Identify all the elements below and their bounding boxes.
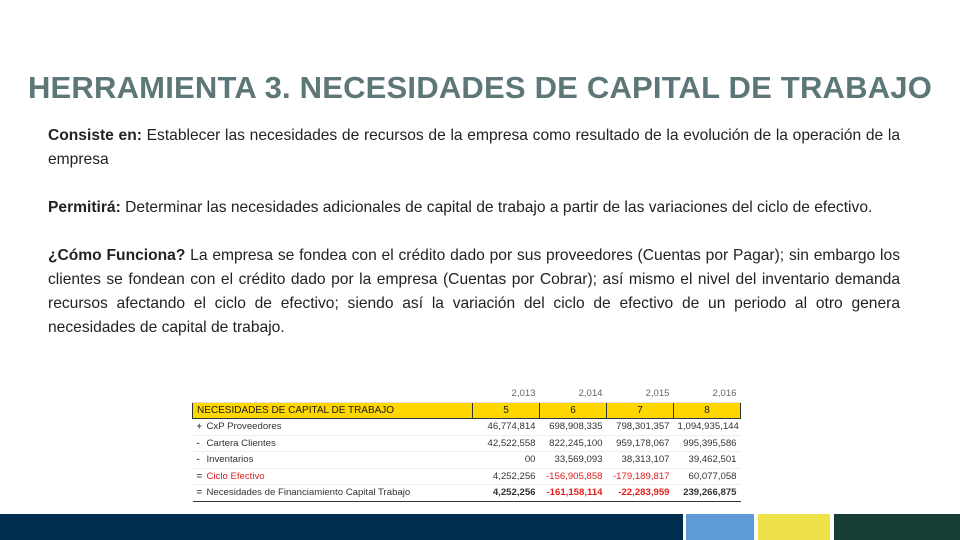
table-year: 2,016 [674,386,741,402]
table-row-total [193,485,741,502]
table-header-value: 5 [473,402,540,419]
table-cell: 39,462,501 [674,452,741,469]
table-cell: 995,395,586 [674,435,741,452]
table-cell: 4,252,256 [473,468,540,485]
table-header-row [193,402,741,419]
table-cell: 38,313,107 [607,452,674,469]
footer-bar-navy [0,514,683,540]
table-year: 2,013 [473,386,540,402]
row-sign: - [196,437,200,449]
table-row-label-cell [193,485,473,502]
table-cell: 822,245,100 [540,435,607,452]
table-cell: 4,252,256 [473,485,540,502]
row-label: CxP Proveedores [206,421,282,433]
paragraph-como-funciona [48,244,900,340]
table-row [193,452,741,469]
footer-bar-blue [686,514,754,540]
row-sign: = [196,487,203,499]
table-cell: 698,908,335 [540,419,607,436]
row-sign: = [196,470,203,482]
row-label: Ciclo Efectivo [206,470,265,482]
paragraph-permitira-text: Determinar las necesidades adicionales de capital de trabajo a partir de las variaciones del ciclo de efectivo. [120,199,873,216]
footer-bar-green [834,514,960,540]
row-label: Cartera Clientes [206,437,276,449]
table-cell: 798,301,357 [607,419,674,436]
table-cell-negative: -156,905,858 [540,468,607,485]
row-sign: + [196,421,203,433]
table-years-row [193,386,741,402]
table-cell: 33,569,093 [540,452,607,469]
table-cell: 60,077,058 [674,468,741,485]
paragraph-consiste-lead: Consiste en: [48,127,142,144]
paragraph-como-funciona-lead: ¿Cómo Funciona? [48,247,186,264]
table-cell-negative: -161,158,114 [540,485,607,502]
table-year: 2,014 [540,386,607,402]
table-row [193,419,741,436]
table-years-blank [193,386,473,402]
row-label: Necesidades de Financiamiento Capital Trabajo [206,487,411,499]
table-row-label-cell [193,419,473,436]
table-header-value: 6 [540,402,607,419]
table-year: 2,015 [607,386,674,402]
table-row-label-cell [193,452,473,469]
row-label: Inventarios [206,454,254,466]
capital-table-grid [192,386,741,502]
table-header-label: NECESIDADES DE CAPITAL DE TRABAJO [193,402,473,419]
paragraph-consiste-text: Establecer las necesidades de recursos de la empresa como resultado de la evolución de la operación de la empresa [48,127,901,168]
table-cell: 42,522,558 [473,435,540,452]
paragraph-consiste [48,124,900,172]
slide-title: HERRAMIENTA 3. NECESIDADES DE CAPITAL DE TRABAJO [27,70,933,105]
row-sign: - [196,454,200,466]
table-row-cycle [193,468,741,485]
table-cell: 959,178,067 [607,435,674,452]
table-cell: 46,774,814 [473,419,540,436]
table-cell: 00 [473,452,540,469]
table-row [193,435,741,452]
table-cell: 239,266,875 [674,485,741,502]
table-header-value: 7 [607,402,674,419]
table-row-label-cell [193,468,473,485]
slide-body [48,124,900,364]
table-cell-negative: -22,283,959 [607,485,674,502]
table-row-label-cell [193,435,473,452]
paragraph-permitira-lead: Permitirá: [48,199,121,216]
capital-table [192,386,740,502]
paragraph-permitira [48,196,900,220]
footer-bar-yellow [758,514,830,540]
table-header-value: 8 [674,402,741,419]
table-cell-negative: -179,189,817 [607,468,674,485]
paragraph-como-funciona-text: La empresa se fondea con el crédito dado por sus proveedores (Cuentas por Pagar); sin embargo los clientes se fondean con el crédito dado por la empresa (Cuentas por Cobrar); así mismo el nivel del inventario demanda recursos afectando el ciclo de efectivo; siendo así la variación del ciclo de efectivo de un periodo al otro genera necesidades de capital de trabajo. [48,247,900,336]
table-cell: 1,094,935,144 [674,419,741,436]
